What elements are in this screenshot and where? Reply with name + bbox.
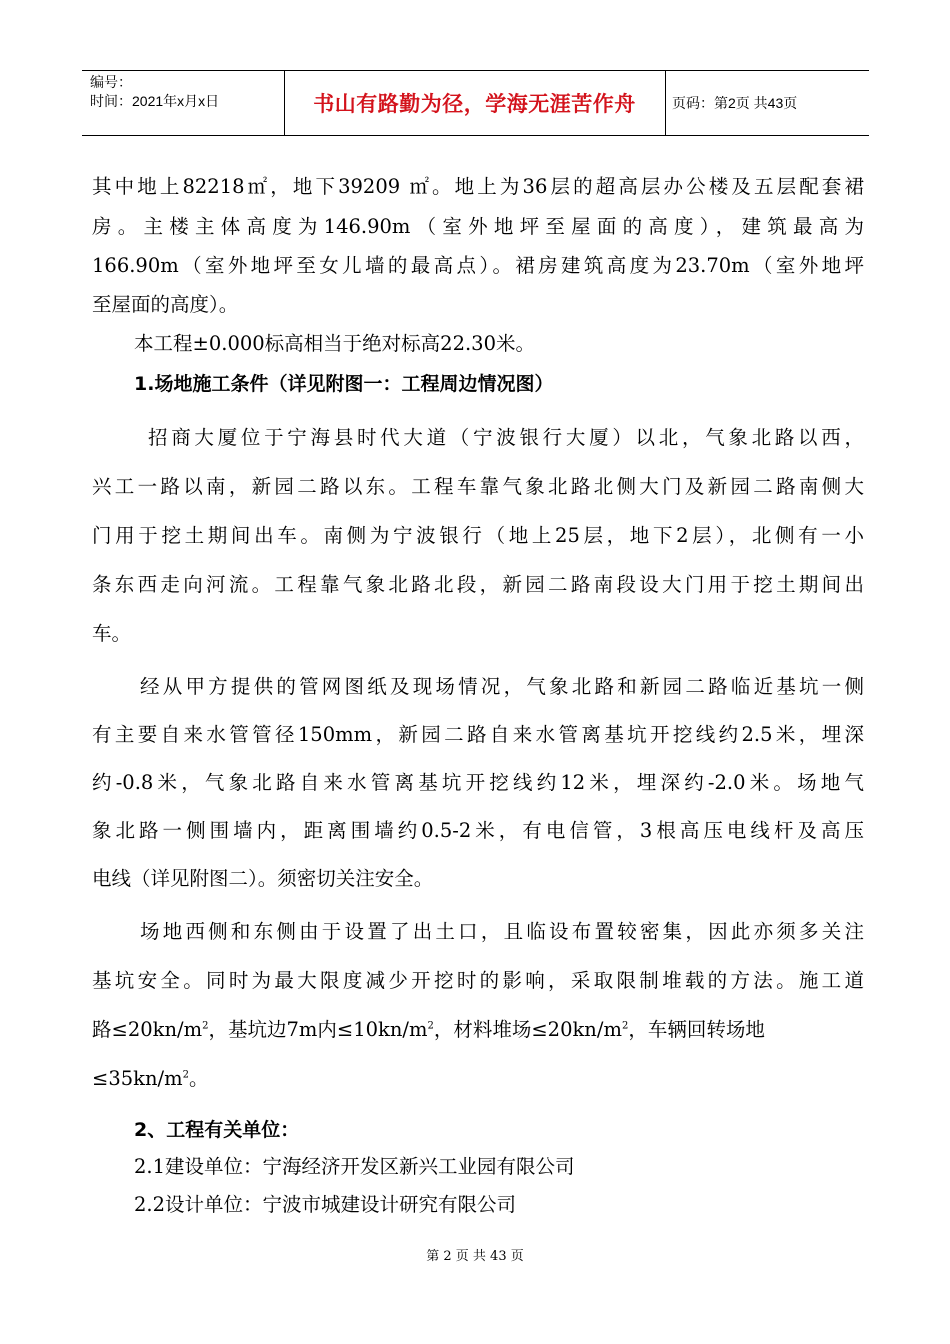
header-meta bbox=[90, 73, 219, 111]
page-footer: 第 2 页 共 43 页 bbox=[426, 1249, 524, 1264]
paragraph-line: 经从甲方提供的管网图纸及现场情况，气象北路和新园二路临近基坑一侧 bbox=[140, 675, 864, 698]
header-divider bbox=[665, 71, 666, 135]
paragraph-line: 招商大厦位于宁海县时代大道（宁波银行大厦）以北，气象北路以西， bbox=[148, 426, 864, 449]
paragraph-line: 场地西侧和东侧由于设置了出土口，且临设布置较密集，因此亦须多关注 bbox=[140, 920, 864, 943]
intro-line: 房。主楼主体高度为146.90m（室外地坪至屋面的高度），建筑最高为 bbox=[92, 215, 864, 238]
superscript: 2 bbox=[182, 1069, 189, 1081]
superscript: 2 bbox=[427, 1020, 434, 1032]
load-limits-line bbox=[92, 1067, 864, 1091]
load-limit-road: 路≤20kn/m bbox=[92, 1018, 203, 1041]
intro-line: 至屋面的高度）。 bbox=[92, 293, 239, 316]
paragraph-line: 基坑安全。同时为最大限度减少开挖时的影响，采取限制堆载的方法。施工道 bbox=[92, 969, 864, 992]
paragraph-line: 有主要自来水管管径150mm，新园二路自来水管离基坑开挖线约2.5米，埋深 bbox=[92, 723, 864, 746]
paragraph-line: 约-0.8米，气象北路自来水管离基坑开挖线约12米，埋深约-2.0米。场地气 bbox=[92, 771, 864, 794]
paragraph-line: 车。 bbox=[92, 622, 132, 645]
elevation-note: 本工程±0.000标高相当于绝对标高22.30米。 bbox=[134, 332, 535, 355]
load-limits-line bbox=[92, 1018, 864, 1042]
paragraph-line: 门用于挖土期间出车。南侧为宁波银行（地上25层，地下2层），北侧有一小 bbox=[92, 524, 864, 547]
load-limit-turnaround: ，车辆回转场地 bbox=[628, 1018, 765, 1041]
unit-line: 2.1建设单位：宁海经济开发区新兴工业园有限公司 bbox=[134, 1155, 575, 1178]
doc-number-label: 编号： bbox=[90, 74, 132, 90]
header-motto: 书山有路勤为径，学海无涯苦作舟 bbox=[313, 92, 636, 116]
paragraph-line: 象北路一侧围墙内，距离围墙约0.5-2米，有电信管，3根高压电线杆及高压 bbox=[92, 819, 864, 842]
paragraph-line: 电线（详见附图二）。须密切关注安全。 bbox=[92, 867, 434, 890]
load-limit-storage: ，材料堆场≤20kn/m bbox=[433, 1018, 622, 1041]
superscript: 2 bbox=[621, 1020, 629, 1032]
sentence-end: 。 bbox=[188, 1067, 209, 1090]
page-header bbox=[82, 70, 869, 136]
superscript: 2 bbox=[202, 1020, 209, 1032]
intro-line: 其中地上82218㎡，地下39209 ㎡。地上为36层的超高层办公楼及五层配套裙 bbox=[92, 175, 864, 198]
intro-line: 166.90m（室外地坪至女儿墙的最高点）。裙房建筑高度为23.70m（室外地坪 bbox=[92, 254, 864, 277]
paragraph-line: 兴工一路以南，新园二路以东。工程车靠气象北路北侧大门及新园二路南侧大 bbox=[92, 475, 864, 498]
load-limit-pit: ，基坑边7m内≤10kn/m bbox=[208, 1018, 428, 1041]
header-page-info: 页码：第2页 共43页 bbox=[672, 95, 798, 111]
paragraph-line: 条东西走向河流。工程靠气象北路北段，新园二路南段设大门用于挖土期间出 bbox=[92, 573, 864, 596]
load-limit-turnaround-value: ≤35kn/m bbox=[92, 1067, 183, 1090]
section-title: 1.场地施工条件（详见附图一：工程周边情况图） bbox=[134, 373, 554, 395]
unit-line: 2.2设计单位：宁波市城建设计研究有限公司 bbox=[134, 1193, 517, 1216]
section-title: 2、工程有关单位： bbox=[134, 1119, 300, 1141]
doc-date: 时间：2021年x月x日 bbox=[90, 93, 220, 109]
